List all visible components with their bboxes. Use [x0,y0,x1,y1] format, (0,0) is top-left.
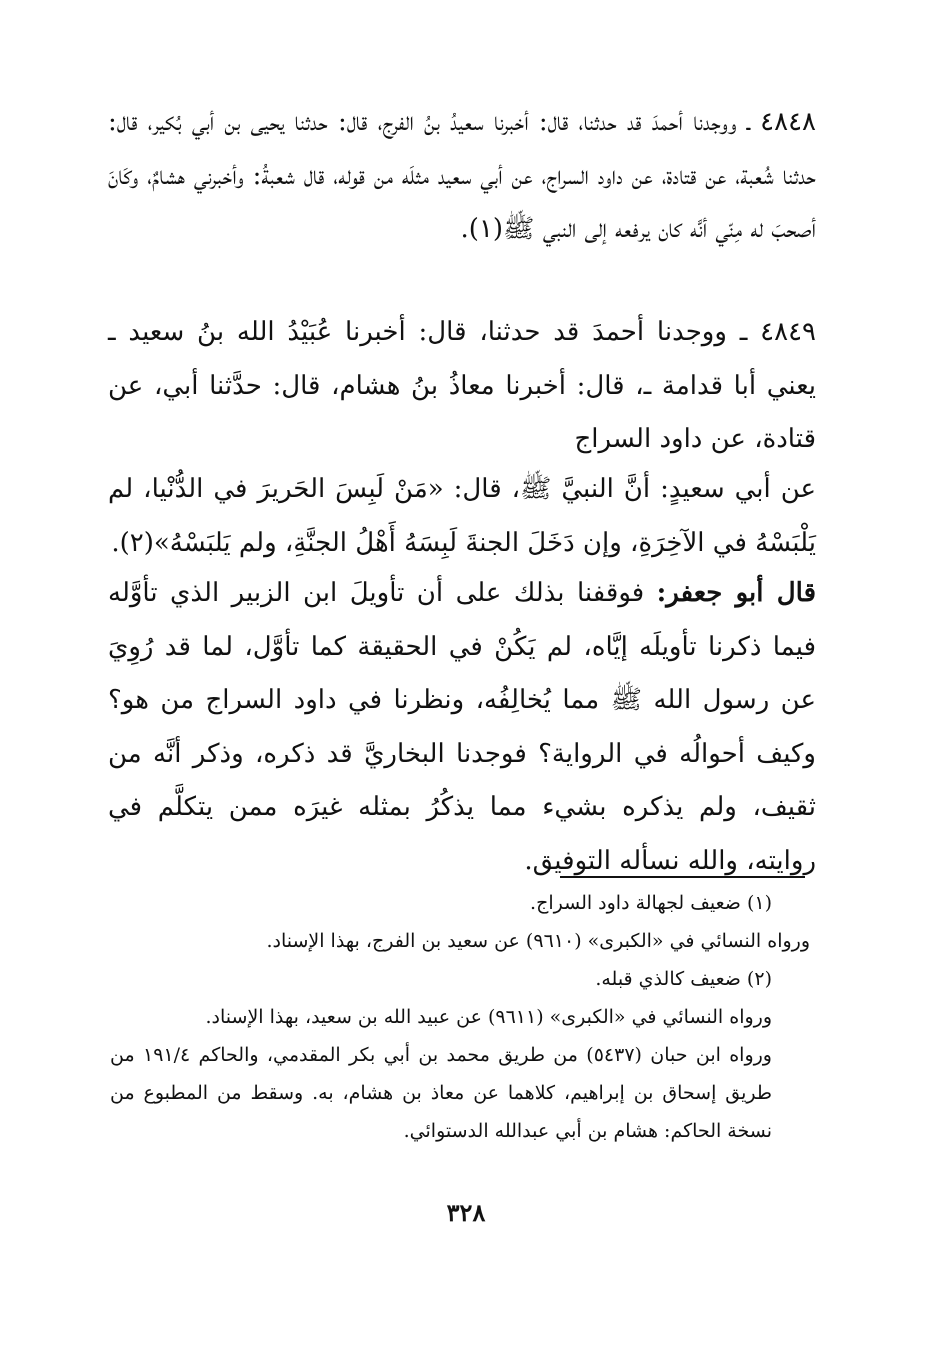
page-number: ٣٢٨ [446,1198,486,1227]
footnotes [110,884,810,1150]
footnote-2: (٢) ضعيف كالذي قبله. [595,968,772,990]
footnote-1: (١) ضعيف لجهالة داود السراج. [530,892,772,914]
footnote-2-extra: ورواه ابن حبان (٥٤٣٧) من طريق محمد بن أبي بكر المقدمي، والحاكم ١٩١/٤ من طريق إسحاق بن إبراهيم، كلاهما عن معاذ بن هشام، به. وسقط من المطبوع من نسخة الحاكم: هشام بن أبي عبدالله الدستوائي. [110,1044,772,1142]
hadith-matn-paragraph [108,463,816,570]
footnote-divider [560,876,805,878]
commentary-paragraph [108,567,816,888]
footnote-2-detail: ورواه النسائي في «الكبرى» (٩٦١١) عن عبيد الله بن سعيد، بهذا الإسناد. [205,1006,772,1028]
footnote-1-detail: ورواه النسائي في «الكبرى» (٩٦١٠) عن سعيد بن الفرج، بهذا الإسناد. [266,930,810,952]
hadith-number: ٤٨٤٨ [760,107,816,137]
hadith-number: ٤٨٤٩ [760,317,816,347]
hadith-text: ـ ووجدنا أحمدَ قد حدثنا، قال: أخبرنا عُبَيْدُ الله بنُ سعيد ـ يعني أبا قدامة ـ، قال: أخبرنا معاذُ بنُ هشام، قال: حدَّثنا أبي، عن قتادة، عن داود السراج [108,317,816,454]
hadith-text: عن أبي سعيدٍ: أنَّ النبيَّ ﷺ، قال: «مَنْ لَبِسَ الحَريرَ في الدُّنْيا، لم يَلْبَسْهُ في الآخِرَةِ، وإن دَخَلَ الجنةَ لَبِسَهُ أَهْلُ الجنَّةِ، ولم يَلبَسْهُ»(٢). [108,474,816,558]
hadith-paragraph-4849 [108,306,816,467]
hadith-text: ـ ووجدنا أحمدَ قد حدثنا، قال: أخبرنا سعيدُ بنُ الفرج، قال: حدثنا يحيى بن أبي بُكير، قال: حدثنا شُعبة، عن قتادة، عن داود السراج، عن أبي سعيد مثلَه من قوله، قال شعبةُ: وأخبرني هشامٌ، وكَانَ أصحبَ له مِنّي أنَّه كان يرفعه إلى النبي ﷺ(١). [108,107,816,244]
commentary-text: فوقفنا بذلك على أن تأويلَ ابن الزبير الذي تأوَّله فيما ذكرنا تأويلَه إيَّاه، لم يَكُنْ في الحقيقة كما تأوَّل، لما قد رُوِيَ عن رسول الله ﷺ مما يُخالِفُه، ونظرنا في داود السراج من هو؟ وكيف أحوالُه في الرواية؟ فوجدنا البخاريَّ قد ذكره، وذكر أنَّه من ثقيف، ولم يذكره بشيء مما يذكُرُ بمثله غيرَه ممن يتكلَّم في روايته، والله نسأله التوفيق. [108,578,816,876]
commentary-lead: قال أبو جعفر: [656,578,816,608]
hadith-paragraph-4848 [108,96,816,257]
